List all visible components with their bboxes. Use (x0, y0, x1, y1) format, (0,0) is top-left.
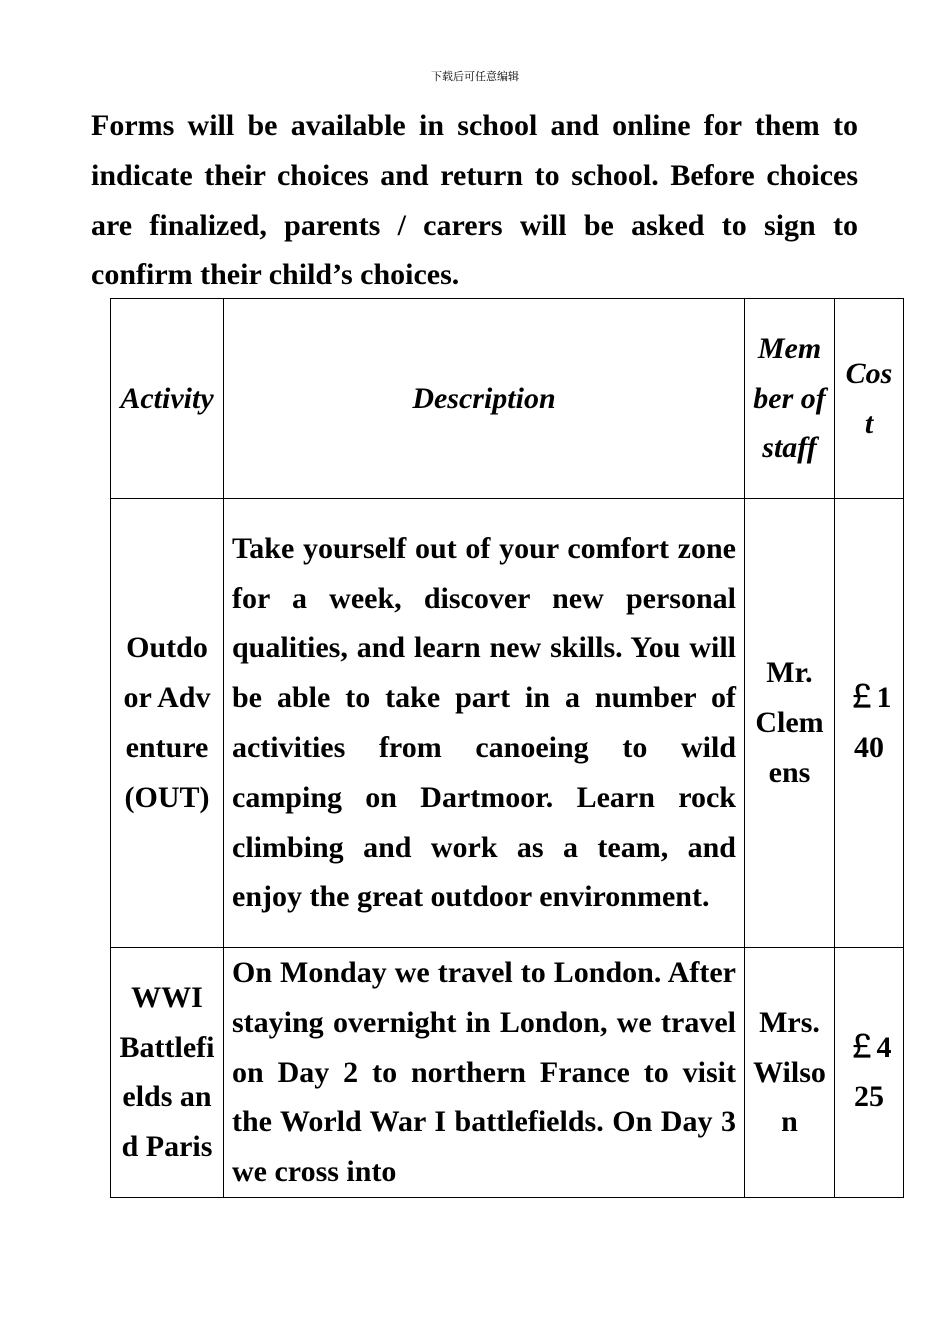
row-staff: Mrs. Wilson (745, 948, 835, 1198)
row-cost: ￡140 (835, 499, 904, 948)
row-description: Take yourself out of your comfort zone for a week, discover new personal qualities, and learn new skills. You will be able to take part in a number of activities from canoeing to wild camping on Dartmoor. Learn rock climbing and work as a team, and enjoy the great outdoor environment. (224, 499, 745, 948)
header-staff: Member of staff (745, 299, 835, 499)
intro-paragraph: Forms will be available in school and online for them to indicate their choices and return to school. Before choices are finalized, parents / carers will be asked to sign to confirm their child’s choices. (91, 109, 858, 292)
row-description: On Monday we travel to London. After staying overnight in London, we travel on Day 2 to northern France to visit the World War I battlefields. On Day 3 we cross into (224, 948, 745, 1198)
table-row (111, 499, 904, 948)
header-cost: Cost (835, 299, 904, 499)
row-activity: Outdoor Adventure (OUT) (111, 499, 224, 948)
activities-table (110, 298, 904, 1198)
row-cost: ￡425 (835, 948, 904, 1198)
header-activity: Activity (111, 299, 224, 499)
page-header-note: 下载后可任意编辑 (431, 70, 519, 83)
table-header-row (111, 299, 904, 499)
table-row (111, 948, 904, 1198)
row-staff: Mr. Clemens (745, 499, 835, 948)
row-activity: WWI Battlefields and Paris (111, 948, 224, 1198)
header-description: Description (224, 299, 745, 499)
